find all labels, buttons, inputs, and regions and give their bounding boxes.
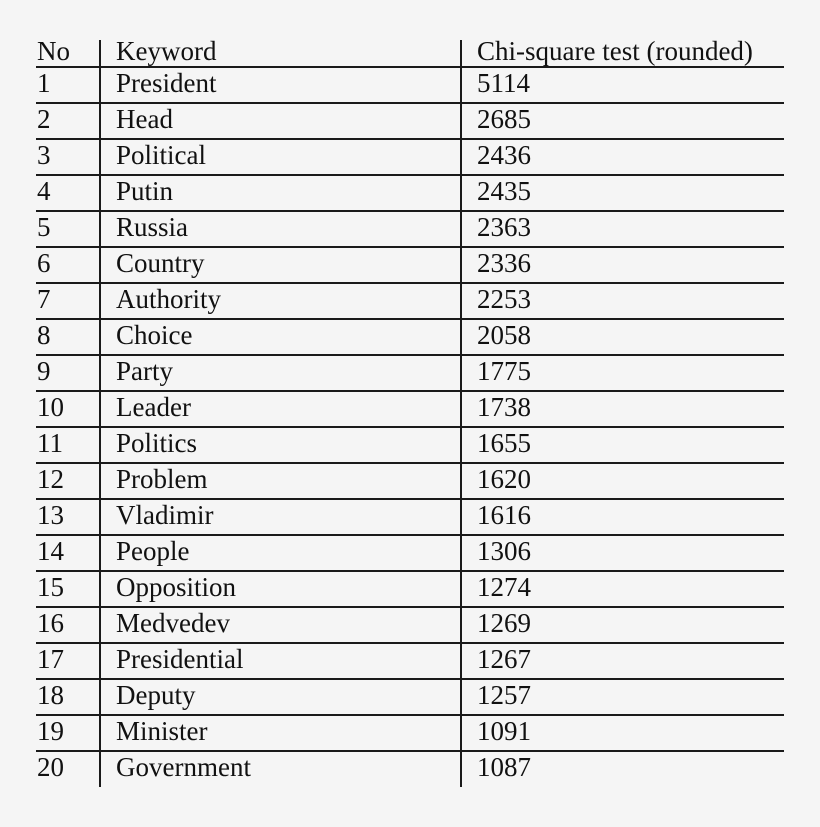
cell-keyword: Problem <box>116 464 208 494</box>
cell-no: 9 <box>37 356 51 386</box>
cell-no: 3 <box>37 140 51 170</box>
cell-keyword: Opposition <box>116 572 237 602</box>
cell-no: 5 <box>37 212 51 242</box>
cell-chi-square: 1738 <box>477 392 531 422</box>
header-no: No <box>37 36 70 66</box>
cell-keyword: Government <box>116 752 251 782</box>
cell-keyword: Vladimir <box>116 500 214 530</box>
cell-no: 15 <box>37 572 64 602</box>
table-row <box>36 572 784 608</box>
cell-chi-square: 1274 <box>477 572 531 602</box>
cell-keyword: Political <box>116 140 206 170</box>
cell-chi-square: 1257 <box>477 680 531 710</box>
table-row <box>36 644 784 680</box>
cell-keyword: Leader <box>116 392 191 422</box>
cell-no: 19 <box>37 716 64 746</box>
cell-keyword: Country <box>116 248 205 278</box>
cell-chi-square: 2685 <box>477 104 531 134</box>
cell-keyword: Party <box>116 356 173 386</box>
cell-no: 14 <box>37 536 64 566</box>
table-header-row <box>36 36 784 68</box>
header-chi-square: Chi-square test (rounded) <box>477 36 753 66</box>
cell-no: 7 <box>37 284 51 314</box>
cell-chi-square: 1616 <box>477 500 531 530</box>
cell-chi-square: 1091 <box>477 716 531 746</box>
cell-keyword: Authority <box>116 284 221 314</box>
cell-keyword: Choice <box>116 320 193 350</box>
cell-chi-square: 2435 <box>477 176 531 206</box>
table-row <box>36 464 784 500</box>
cell-no: 1 <box>37 68 51 98</box>
cell-chi-square: 2436 <box>477 140 531 170</box>
table-row <box>36 176 784 212</box>
cell-chi-square: 1306 <box>477 536 531 566</box>
cell-no: 17 <box>37 644 64 674</box>
table-row <box>36 680 784 716</box>
header-keyword: Keyword <box>116 36 217 66</box>
cell-no: 2 <box>37 104 51 134</box>
table-row <box>36 428 784 464</box>
cell-keyword: Head <box>116 104 173 134</box>
cell-chi-square: 1775 <box>477 356 531 386</box>
cell-chi-square: 2363 <box>477 212 531 242</box>
cell-keyword: President <box>116 68 217 98</box>
table-row <box>36 500 784 536</box>
cell-no: 10 <box>37 392 64 422</box>
cell-chi-square: 1269 <box>477 608 531 638</box>
cell-chi-square: 2336 <box>477 248 531 278</box>
cell-keyword: Putin <box>116 176 174 206</box>
table-row <box>36 356 784 392</box>
table-row <box>36 752 784 788</box>
table-row <box>36 140 784 176</box>
cell-chi-square: 5114 <box>477 68 530 98</box>
cell-no: 8 <box>37 320 51 350</box>
cell-chi-square: 2253 <box>477 284 531 314</box>
table-body <box>36 68 784 788</box>
cell-no: 18 <box>37 680 64 710</box>
cell-keyword: Russia <box>116 212 189 242</box>
cell-chi-square: 1087 <box>477 752 531 782</box>
cell-no: 6 <box>37 248 51 278</box>
cell-no: 11 <box>37 428 63 458</box>
cell-keyword: Minister <box>116 716 208 746</box>
table-row <box>36 536 784 572</box>
cell-keyword: Presidential <box>116 644 244 674</box>
table-row <box>36 320 784 356</box>
cell-chi-square: 1267 <box>477 644 531 674</box>
table-row <box>36 248 784 284</box>
cell-no: 20 <box>37 752 64 782</box>
cell-keyword: Deputy <box>116 680 196 710</box>
cell-keyword: People <box>116 536 190 566</box>
cell-chi-square: 2058 <box>477 320 531 350</box>
cell-chi-square: 1620 <box>477 464 531 494</box>
cell-chi-square: 1655 <box>477 428 531 458</box>
table-row <box>36 68 784 104</box>
table-row <box>36 284 784 320</box>
cell-no: 13 <box>37 500 64 530</box>
table-row <box>36 392 784 428</box>
cell-keyword: Medvedev <box>116 608 230 638</box>
keyword-chi-square-table <box>36 36 784 788</box>
cell-no: 12 <box>37 464 64 494</box>
cell-no: 4 <box>37 176 51 206</box>
table-row <box>36 716 784 752</box>
table-row <box>36 608 784 644</box>
table-row <box>36 212 784 248</box>
table-row <box>36 104 784 140</box>
cell-keyword: Politics <box>116 428 198 458</box>
cell-no: 16 <box>37 608 64 638</box>
